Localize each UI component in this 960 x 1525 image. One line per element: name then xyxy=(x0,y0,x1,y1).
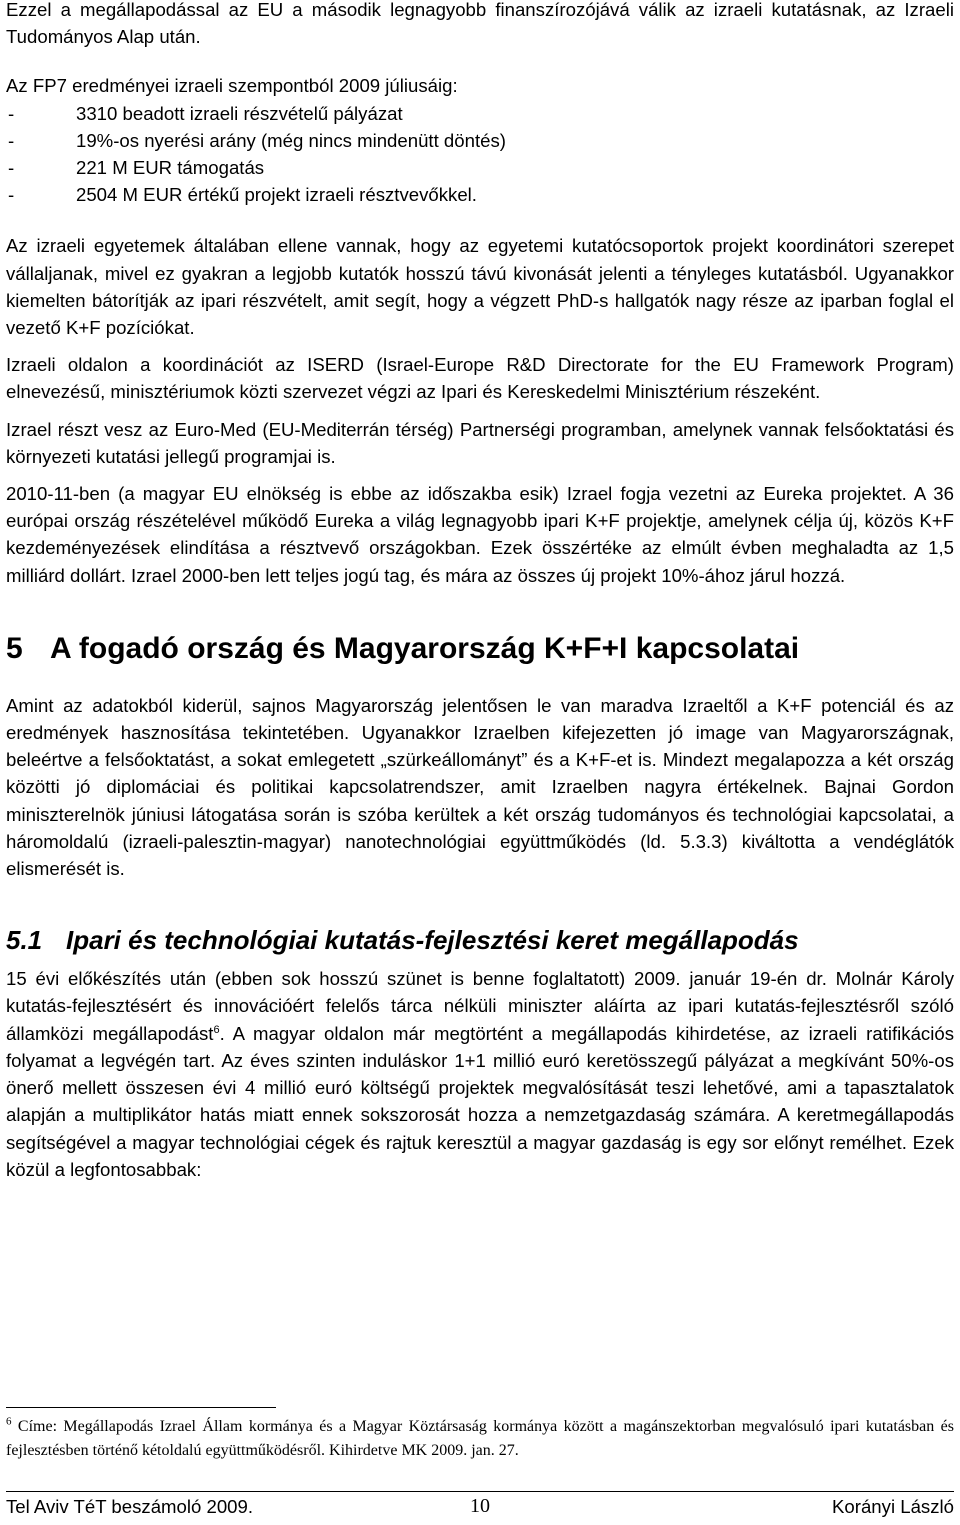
iserd-paragraph: Izraeli oldalon a koordinációt az ISERD (Israel-Europe R&D Directorate for the EU Framework Program) elnevezésű, minisztériumok közti szervezet végzi az Ipari és Kereskedelmi Minisztérium részeként. xyxy=(6,354,954,403)
page-footer xyxy=(6,1496,954,1522)
list-item xyxy=(6,100,954,127)
universities-paragraph: Az izraeli egyetemek általában ellene vannak, hogy az egyetemi kutatócsoportok projekt koordinátori szerepet vállaljanak, mivel ez gyakran a legjobb kutatók hosszú távú kivonását jelenti a tényleges kutatásból. Ugyanakkor kiemelten bátorítják az ipari részvételt, amit segít, hogy a végzett PhD-s hallgatók nagy része az iparban foglal el vezető K+F pozíciókat. xyxy=(6,235,954,339)
list-dash: - xyxy=(8,102,15,124)
list-item xyxy=(6,181,954,208)
document-page xyxy=(6,0,954,1183)
page-number: 10 xyxy=(470,1495,490,1517)
intro-paragraph: Ezzel a megállapodással az EU a második legnagyobb finanszírozójává válik az izraeli kutatásnak, az Izraeli Tudományos Alap után. xyxy=(6,0,954,48)
body-text: 15 évi előkészítés után (ebben sok hosszú szünet is benne foglaltatott) 2009. január 19-én dr. Molnár Károly kutatás-fejlesztésért és innovációért felelős tárca nélküli miniszter aláírta az ipari kutatás-fejlesztésről szóló államközi megállapodást xyxy=(6,968,954,1044)
section-number: 5.1 xyxy=(6,925,43,956)
section-5-body: Amint az adatokból kiderül, sajnos Magyarország jelentősen le van maradva Izraeltől a K+F potenciál és az eredmények hasznosítása tekintetében. Ugyanakkor Izraelben kifejezetten jó image van Magyarországnak, beleértve a felsőoktatást, a sokat emlegetett „szürkeállományt” és a K+F-et is. Mindezt megalapozza a két ország közötti jó diplomáciai és politikai kapcsolatrendszer, amit Izraelben nagyra értékelnek. Bajnai Gordon miniszterelnök júniusi látogatása során is szóba kerültek a két ország tudományos és technológiai kapcsolatai, a háromoldalú (izraeli-palesztin-magyar) nanotechnológiai együttműködés (ld. 5.3.3) kiváltotta a vendéglátók elismerését is. xyxy=(6,694,954,880)
list-item xyxy=(6,127,954,154)
list-dash: - xyxy=(8,184,15,206)
footnote xyxy=(6,1415,954,1463)
footnote-text: Címe: Megállapodás Izrael Állam kormánya és a Magyar Köztársaság kormánya között a magánszektorban megvalósuló ipari kutatásban és fejlesztésben történő kétoldalú együttműködésről. Kihirdetve MK 2009. jan. 27. xyxy=(6,1418,954,1459)
body-text: . A magyar oldalon már megtörtént a megállapodás kihirdetése, az izraeli ratifikációs folyamat a legvégén tart. Az éves szinten induláskor 1+1 millió euró keretösszegű pályázat a megkívánt 50%-os önerő mellett összesen évi 4 millió euró költségű projektek megvalósítását teszi lehetővé, ami a tapasztalatok alapján a multiplikátor hatás miatt ennek sokszorosát hozza a nemzetgazdaság számára. A keretmegállapodás segítségével a magyar technológiai cégek és rajtuk keresztül a magyar gazdaság is egy sor előnyt remélhet. Ezek közül a legfontosabbak: xyxy=(6,1022,955,1180)
list-dash: - xyxy=(8,129,15,151)
section-number: 5 xyxy=(6,631,23,665)
section-title: Ipari és technológiai kutatás-fejlesztési keret megállapodás xyxy=(66,925,799,956)
section-title: A fogadó ország és Magyarország K+F+I kapcsolatai xyxy=(50,631,800,665)
footnote-separator xyxy=(6,1407,276,1408)
footnote-number: 6 xyxy=(6,1415,12,1428)
list-item-text: 3310 beadott izraeli részvételű pályázat xyxy=(76,102,403,124)
list-item-text: 19%-os nyerési arány (még nincs mindenütt döntés) xyxy=(76,129,506,151)
fp7-results xyxy=(6,72,954,208)
footer-author: Korányi László xyxy=(832,1496,954,1517)
section-5-1-body xyxy=(6,965,954,1183)
fp7-heading: Az FP7 eredményei izraeli szempontból 2009 júliusáig: xyxy=(6,75,458,97)
section-5-1-heading xyxy=(6,924,954,956)
fp7-list xyxy=(6,100,954,209)
footer-separator xyxy=(6,1491,954,1492)
list-item-text: 221 M EUR támogatás xyxy=(76,157,265,179)
section-5-heading xyxy=(6,631,954,667)
list-item xyxy=(6,154,954,181)
footer-report-title: Tel Aviv TéT beszámoló 2009. xyxy=(6,1496,254,1517)
euromed-paragraph: Izrael részt vesz az Euro-Med (EU-Mediterrán térség) Partnerségi programban, amelynek vannak felsőoktatási és környezeti kutatási jellegű programjai is. xyxy=(6,418,954,467)
list-dash: - xyxy=(8,157,15,179)
footnote-reference[interactable]: 6 xyxy=(213,1023,220,1036)
eureka-paragraph: 2010-11-ben (a magyar EU elnökség is ebbe az időszakba esik) Izrael fogja vezetni az Eureka projektet. A 36 európai ország részételével működő Eureka a világ legnagyobb ipari K+F projektje, amelynek célja új, közös K+F kezdeményezések elindítása a résztvevő országokban. Ezek összértéke az elmúlt évben meghaladta az 1,5 milliárd dollárt. Izrael 2000-ben lett teljes jogú tag, és mára az összes új projekt 10%-ához járul hozzá. xyxy=(6,483,954,586)
list-item-text: 2504 M EUR értékű projekt izraeli résztvevőkkel. xyxy=(76,184,477,206)
